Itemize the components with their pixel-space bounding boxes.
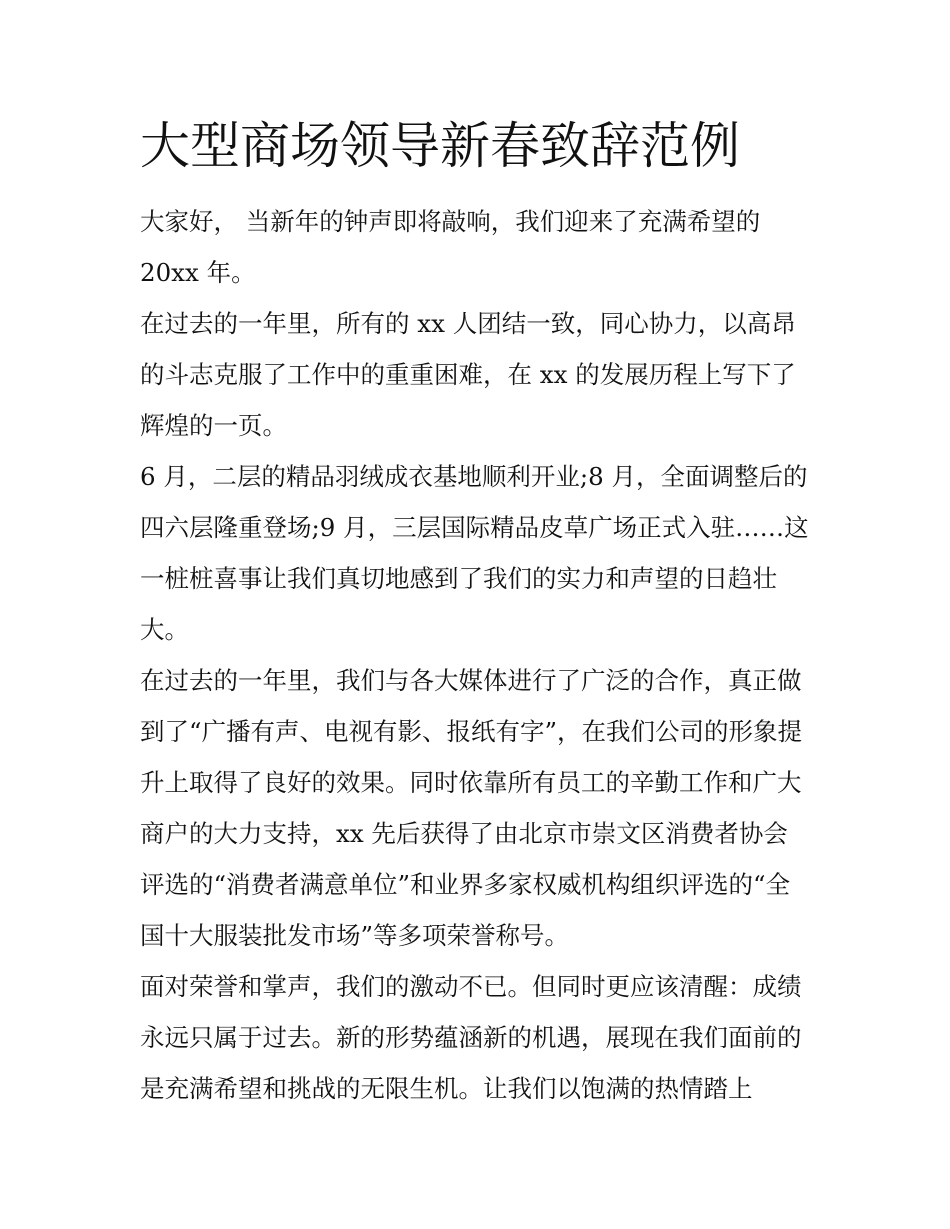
body-line: 国十大服装批发市场”等多项荣誉称号。 — [140, 921, 570, 950]
body-line: 商户的大力支持，xx 先后获得了由北京市崇文区消费者协会 — [140, 819, 788, 848]
body-line: 在过去的一年里，我们与各大媒体进行了广泛的合作，真正做 — [140, 666, 802, 695]
body-line: 评选的“消费者满意单位”和业界多家权威机构组织评选的“全 — [140, 870, 791, 899]
body-line: 大。 — [140, 615, 189, 644]
body-line: 6 月，二层的精品羽绒成衣基地顺利开业;8 月，全面调整后的 — [140, 462, 808, 491]
body-line: 永远只属于过去。新的形势蕴涵新的机遇，展现在我们面前的 — [140, 1023, 802, 1052]
body-line: 的斗志克服了工作中的重重困难，在 xx 的发展历程上写下了 — [140, 360, 796, 389]
body-line: 一桩桩喜事让我们真切地感到了我们的实力和声望的日趋壮 — [140, 564, 777, 593]
body-line: 是充满希望和挑战的无限生机。让我们以饱满的热情踏上 — [140, 1074, 753, 1103]
body-line: 四六层隆重登场;9 月，三层国际精品皮草广场正式入驻……这 — [140, 513, 809, 542]
body-line: 到了“广播有声、电视有影、报纸有字”，在我们公司的形象提 — [140, 717, 803, 746]
body-line: 面对荣誉和掌声，我们的激动不已。但同时更应该清醒：成绩 — [140, 972, 802, 1001]
body-line: 辉煌的一页。 — [140, 411, 287, 440]
body-line: 升上取得了良好的效果。同时依靠所有员工的辛勤工作和广大 — [140, 768, 802, 797]
body-line: 在过去的一年里，所有的 xx 人团结一致，同心协力，以高昂 — [140, 309, 796, 338]
body-line: 20xx 年。 — [140, 258, 256, 287]
document-title: 大型商场领导新春致辞范例 — [140, 117, 740, 175]
body-line: 大家好， 当新年的钟声即将敲响，我们迎来了充满希望的 — [140, 207, 761, 236]
